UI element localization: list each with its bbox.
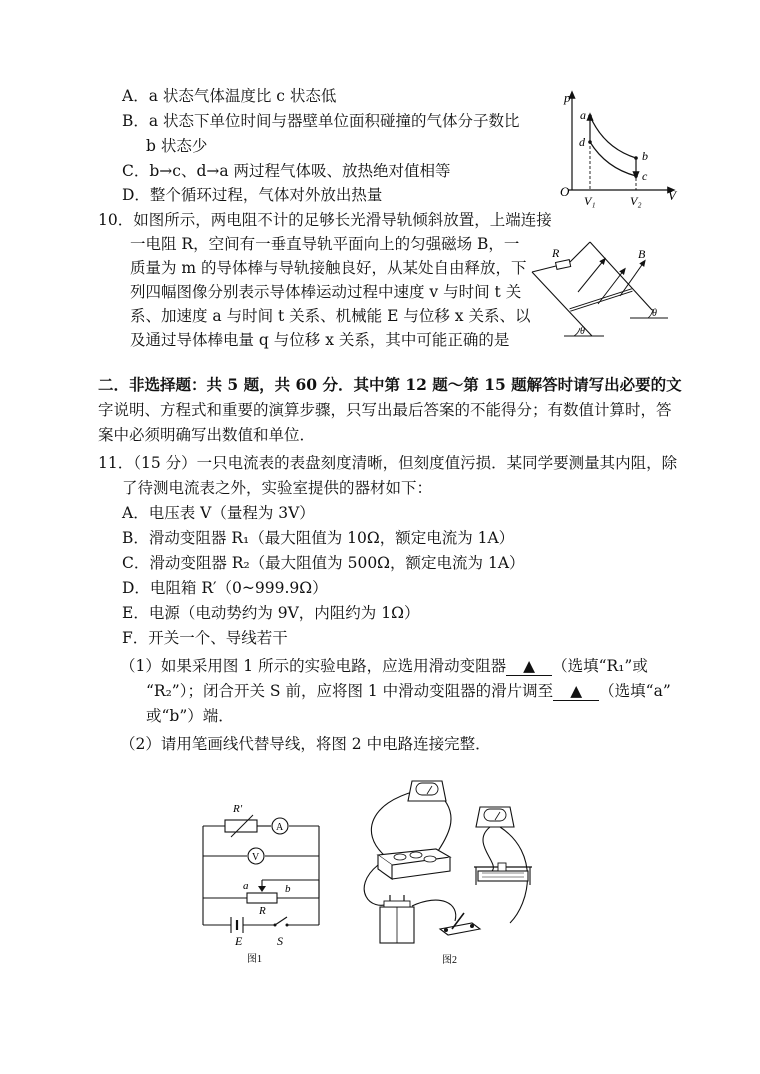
q11-item-c: C．滑动变阻器 R₂（最大阻值为 500Ω，额定电流为 1A） xyxy=(122,554,525,572)
angle-theta-1: θ xyxy=(580,326,585,337)
wire-6 xyxy=(412,900,456,921)
q10-line-3: 质量为 m 的导体棒与导轨接触良好，从某处自由释放，下 xyxy=(130,259,527,277)
q9-option-b-line1: B．a 状态下单位时间与器壁单位面积碰撞的气体分子数比 xyxy=(122,112,520,130)
q9-option-a: A．a 状态气体温度比 c 状态低 xyxy=(122,87,337,105)
q10-line-4: 列四幅图像分别表示导体棒运动过程中速度 v 与时间 t 关 xyxy=(130,283,522,301)
section2-line-3: 案中必须明确写出数值和单位． xyxy=(98,426,316,444)
rheostat-r xyxy=(247,893,277,903)
q11-intro-1: 11．（15 分）一只电流表的表盘刻度清晰，但刻度值污损．某同学要测量其内阻，除 xyxy=(98,454,678,472)
q9-option-d: D．整个循环过程，气体对外放出热量 xyxy=(122,186,383,204)
apparatus-figure-2 xyxy=(350,773,550,968)
switch-device-icon xyxy=(440,913,480,935)
rheostat-device-icon xyxy=(474,863,532,885)
slider-icon xyxy=(258,886,266,892)
point-a-label: a xyxy=(580,108,586,122)
point-b-label: b xyxy=(642,149,648,163)
q10-line-1: 10．如图所示，两电阻不计的足够长光滑导轨倾斜放置，上端连接 xyxy=(98,211,552,229)
q10-line-2: 一电阻 R，空间有一垂直导轨平面向上的匀强磁场 B，一 xyxy=(130,235,520,253)
circuit-figure-1 xyxy=(195,800,330,968)
fig2-caption: 图2 xyxy=(442,955,457,966)
q9-option-c: C．b→c、d→a 两过程气体吸、放热绝对值相等 xyxy=(122,162,451,180)
inclined-rail-diagram xyxy=(520,240,670,340)
q11-sub2: （2）请用笔画线代替导线，将图 2 中电路连接完整． xyxy=(120,735,491,753)
fig1-caption: 图1 xyxy=(247,954,262,965)
origin-label: O xyxy=(560,184,570,199)
q11-sub1-line1 xyxy=(120,656,648,676)
c-to-d-curve xyxy=(590,142,636,176)
point-d-label: d xyxy=(579,135,585,149)
q9-option-b-line2: b 状态少 xyxy=(146,137,208,155)
fig1-ammeter-label: A xyxy=(276,822,284,833)
q10-line-5: 系、加速度 a 与时间 t 关系、机械能 E 与位移 x 关系、以 xyxy=(130,307,531,325)
voltmeter-device-icon xyxy=(476,807,514,827)
fig1-rprime-label: R′ xyxy=(233,803,243,815)
pv-diagram xyxy=(556,88,686,213)
battery-device-icon xyxy=(380,895,414,943)
v1-label: V₁ xyxy=(584,194,596,208)
resistance-box-device-icon xyxy=(378,849,450,879)
q11-sub1-text-a: （1）如果采用图 1 所示的实验电路，应选用滑动变阻器 xyxy=(120,657,507,675)
resistance-box-rprime xyxy=(225,820,257,832)
ammeter-device-icon xyxy=(408,781,446,801)
fig1-r-label: R xyxy=(259,905,266,917)
q11-item-f: F．开关一个、导线若干 xyxy=(122,629,288,647)
fig1-b-label: b xyxy=(285,883,291,895)
q11-item-b: B．滑动变阻器 R₁（最大阻值为 10Ω，额定电流为 1A） xyxy=(122,529,515,547)
q11-item-a: A．电压表 V（量程为 3V） xyxy=(122,504,315,522)
p-label: p xyxy=(564,90,571,105)
fig1-a-label: a xyxy=(243,880,249,892)
fig1-voltmeter-label: V xyxy=(252,852,260,863)
section2-line-2: 字说明、方程式和重要的演算步骤，只写出最后答案的不能得分；有数值计算时，答 xyxy=(98,401,672,419)
v-label: V xyxy=(668,188,676,203)
q11-item-e: E．电源（电动势约为 9V，内阻约为 1Ω） xyxy=(122,604,420,622)
answer-blank-2[interactable]: ▲ xyxy=(553,682,599,701)
v2-label: V₂ xyxy=(630,194,642,208)
q11-sub1-text-d: （选填“a” xyxy=(599,682,671,700)
q11-item-d: D．电阻箱 R′（0~999.9Ω） xyxy=(122,579,328,597)
q11-sub1-line2 xyxy=(146,681,671,701)
wire-2 xyxy=(438,793,451,851)
q11-sub1-text-c: “R₂”）；闭合开关 S 前，应将图 1 中滑动变阻器的滑片调至 xyxy=(146,682,554,700)
q11-intro-2: 了待测电流表之外，实验室提供的器材如下： xyxy=(122,479,433,497)
switch-icon xyxy=(275,917,287,925)
fig1-e-label: E xyxy=(235,934,243,948)
section2-line-1: 二．非选择题：共 5 题，共 60 分．其中第 12 题～第 15 题解答时请写出必要的文 xyxy=(98,375,682,394)
answer-blank-1[interactable]: ▲ xyxy=(506,657,552,676)
fig1-s-label: S xyxy=(277,934,283,948)
field-b-label: B xyxy=(638,247,646,261)
q11-sub1-text-b: （选填“R₁”或 xyxy=(552,657,648,675)
angle-theta-2: θ xyxy=(652,308,657,319)
resistor-r xyxy=(556,260,571,270)
q11-sub1-line3: 或“b”）端． xyxy=(146,707,234,725)
point-c-label: c xyxy=(642,169,648,183)
q10-line-6: 及通过导体棒电量 q 与位移 x 关系，其中可能正确的是 xyxy=(130,331,510,349)
wire-4 xyxy=(483,827,493,871)
rail-r-label: R xyxy=(552,246,560,260)
